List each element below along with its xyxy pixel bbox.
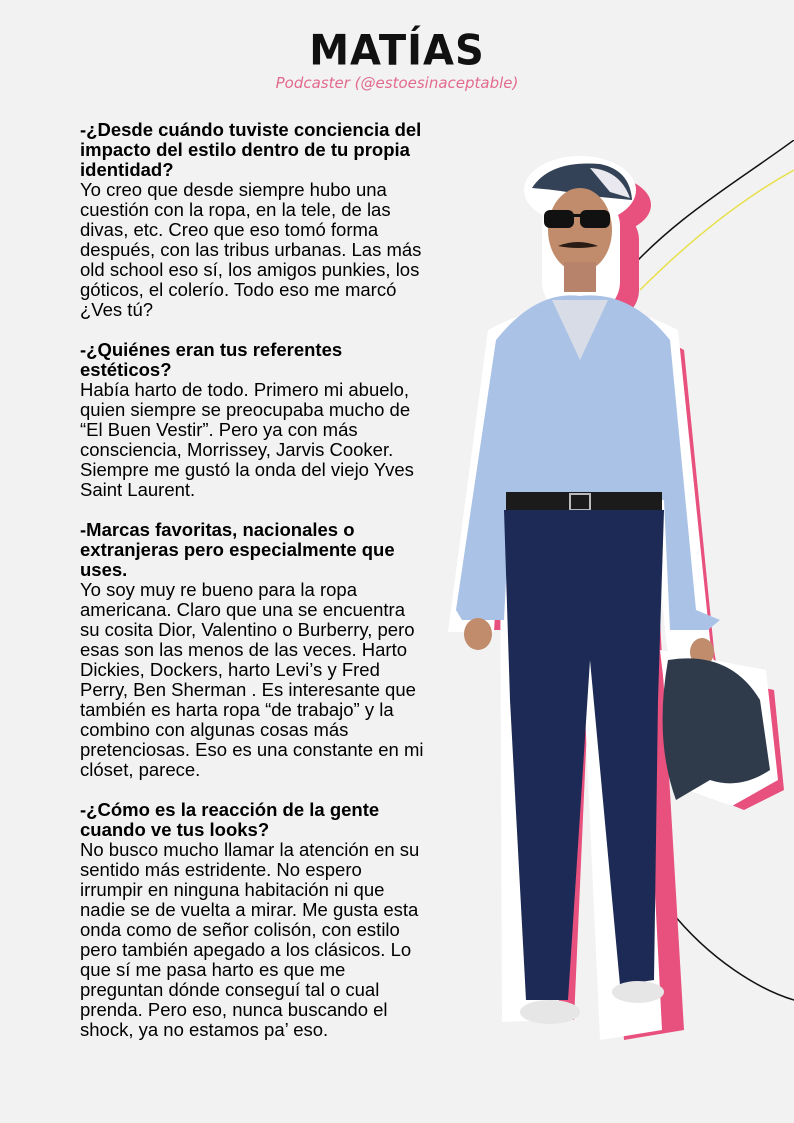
answer-text: Yo soy muy re bueno para la ropa americana. Claro que una se encuentra su cosita Dior, Valentino o Burberry, pero esas son las menos de las veces. Harto Dickies, Dockers, harto Levi’s y Fred Perry, Ben Sherman . Es interesante que también es harta ropa “de trabajo” y la combino con algunas cosas más pretenciosas. Eso es una constante en mi clóset, parece. [80,579,424,780]
question-text: -Marcas favoritas, nacionales o extranjeras pero especialmente que uses. [80,519,395,580]
answer-text: No busco mucho llamar la atención en su sentido más estridente. No espero irrumpir en ninguna habitación ni que nadie se de vuelta a mirar. Me gusta esta onda como de señor colisón, con estilo pero también apegado a los clásicos. Lo que sí me pasa harto es que me preguntan dónde conseguí tal o cual prenda. Pero eso, nunca buscando el shock, ya no estamos pa’ eso. [80,839,420,1040]
page-subtitle: Podcaster (@estoesinaceptable) [275,74,519,92]
answer-text: Yo creo que desde siempre hubo una cuestión con la ropa, en la tele, de las divas, etc. Creo que eso tomó forma después, con las tribus urbanas. Las más old school eso sí, los amigos punkies, los góticos, el colerío. Todo eso me marcó ¿Ves tú? [80,179,422,320]
qa-block [80,800,425,1040]
qa-block [80,520,425,780]
decorative-arc-bottom [670,910,794,1000]
answer-text: Había harto de todo. Primero mi abuelo, quien siempre se preocupaba mucho de “El Buen Vestir”. Pero ya con más consciencia, Morrissey, Jarvis Cooker. Siempre me gustó la onda del viejo Yves Saint Laurent. [80,379,414,500]
question-text: -¿Quiénes eran tus referentes estéticos? [80,339,343,380]
question-text: -¿Desde cuándo tuviste conciencia del impacto del estilo dentro de tu propia identidad? [80,119,422,180]
question-text: -¿Cómo es la reacción de la gente cuando ve tus looks? [80,799,380,840]
page-title: MATÍAS [309,26,485,76]
header [0,28,794,92]
qa-block [80,120,425,320]
qa-block [80,340,425,500]
decorative-arc-yellow [640,170,794,290]
portrait-photo [440,140,794,1060]
interview-column [80,120,425,1060]
